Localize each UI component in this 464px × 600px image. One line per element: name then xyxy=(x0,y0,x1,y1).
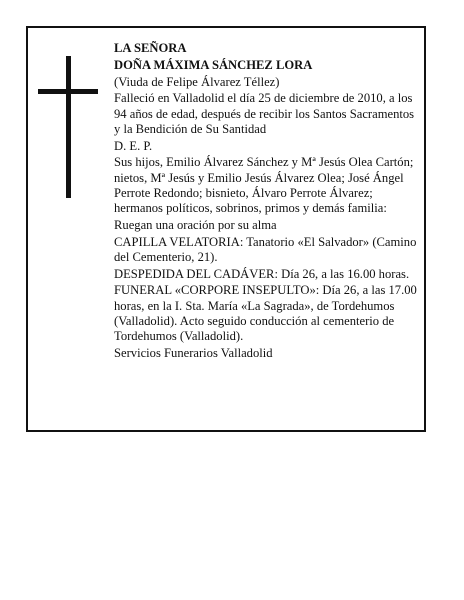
funeral-services: Servicios Funerarios Valladolid xyxy=(114,345,273,360)
farewell-info: DESPEDIDA DEL CADÁVER: Día 26, a las 16.00 horas. xyxy=(114,266,410,281)
chapel-info: CAPILLA VELATORIA: Tanatorio «El Salvador» (Camino del Cementerio, 21). xyxy=(114,234,417,264)
prayer-request: Ruegan una oración por su alma xyxy=(114,217,277,232)
obituary-notice xyxy=(26,26,426,432)
funeral-info: FUNERAL «CORPORE INSEPULTO»: Día 26, a las 17.00 horas, en la I. Sta. María «La Sagrada», de Tordehumos (Valladolid). Acto seguido conducción al cementerio de Tordehumos (Valladolid). xyxy=(114,283,417,343)
widow-of: (Viuda de Felipe Álvarez Téllez) xyxy=(114,74,280,89)
notice-title: LA SEÑORA xyxy=(114,41,187,55)
rip-line: D. E. P. xyxy=(114,138,153,153)
obituary-text xyxy=(114,41,422,363)
cross-horizontal-bar xyxy=(38,89,98,94)
deceased-name: DOÑA MÁXIMA SÁNCHEZ LORA xyxy=(114,57,313,72)
cross-vertical-bar xyxy=(66,56,71,198)
latin-cross-icon xyxy=(38,56,98,198)
family-list: Sus hijos, Emilio Álvarez Sánchez y Mª Jesús Olea Cartón; nietos, Mª Jesús y Emilio Jesús Álvarez Olea; José Ángel Perrote Redondo; bisnieto, Álvaro Perrote Álvarez; hermanos políticos, sobrinos, primos y demás familia: xyxy=(114,155,414,215)
death-statement: Falleció en Valladolid el día 25 de diciembre de 2010, a los 94 años de edad, después de recibir los Santos Sacramentos y la Bendición de Su Santidad xyxy=(114,91,415,136)
